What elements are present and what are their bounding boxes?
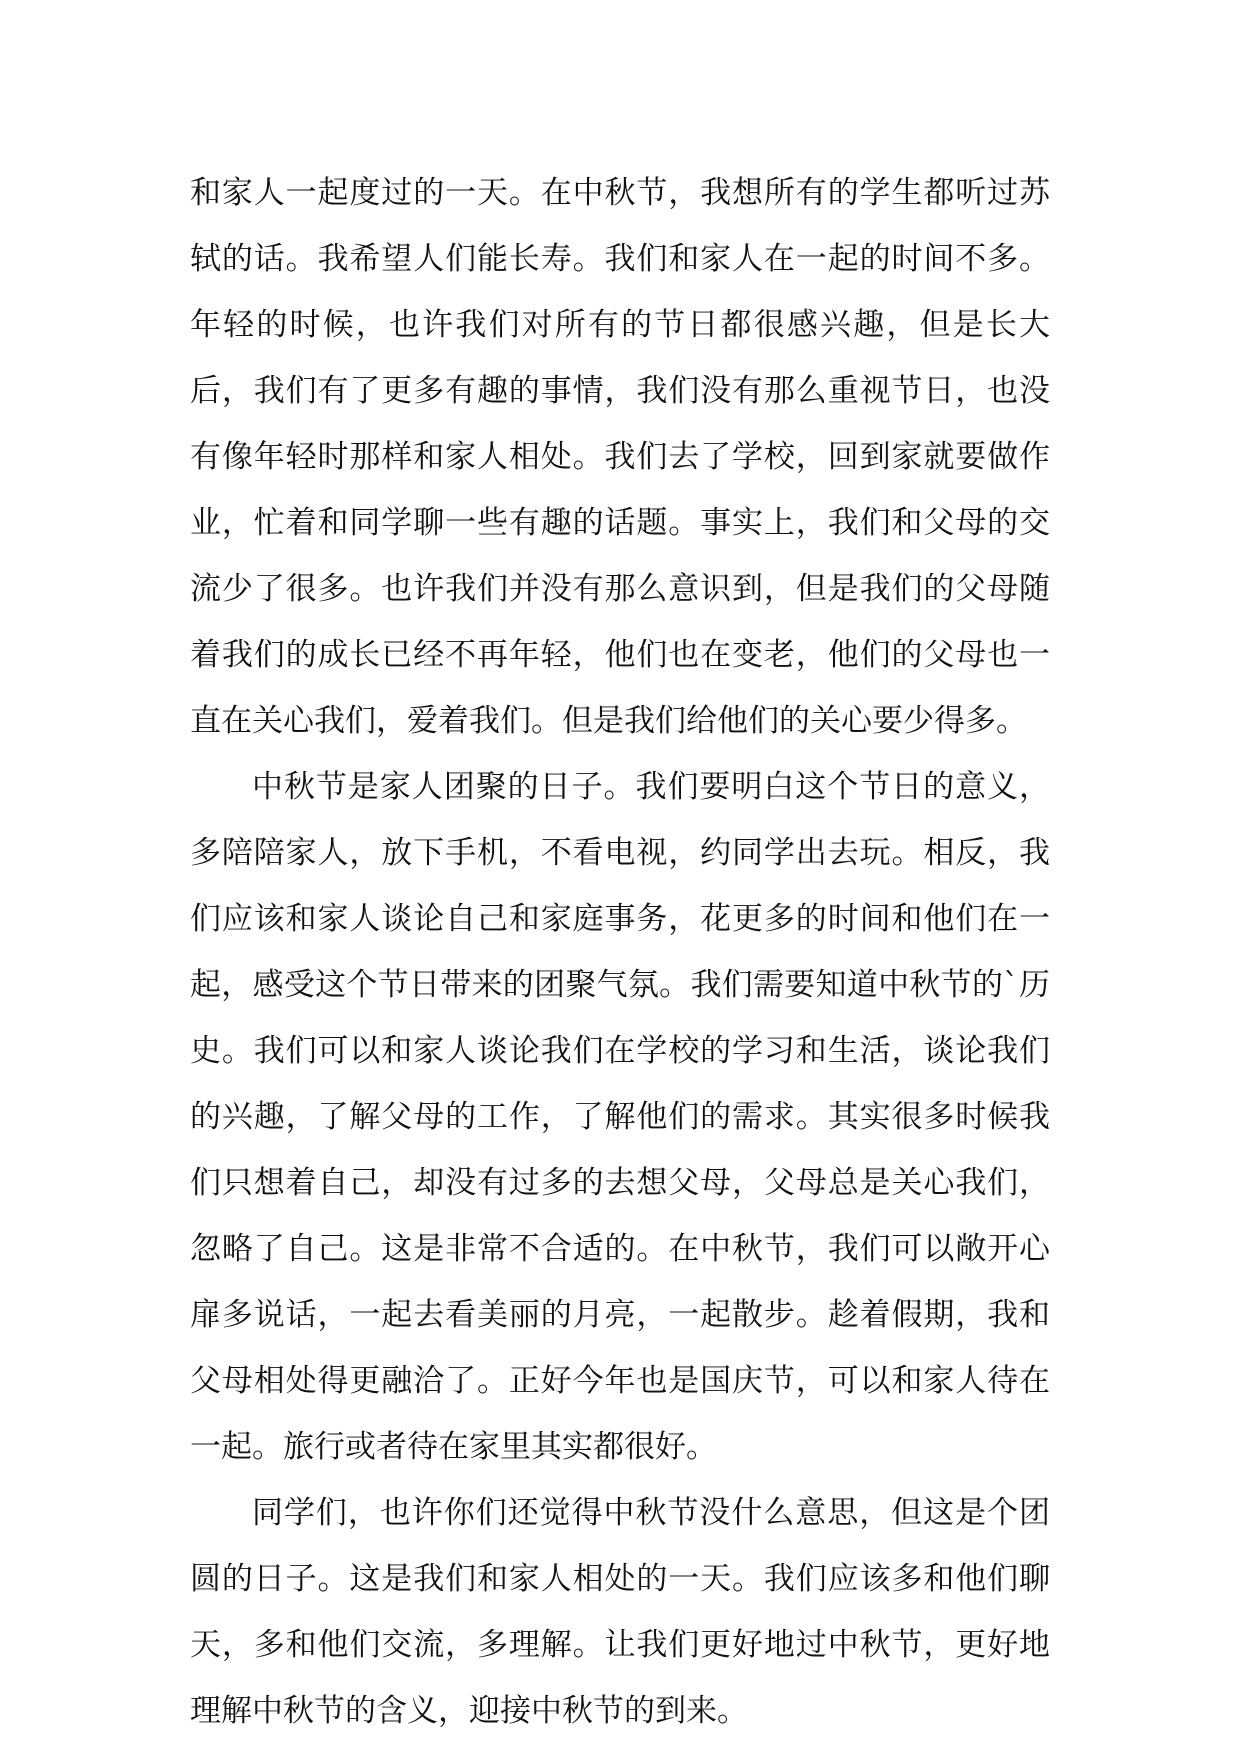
paragraph-1: 和家人一起度过的一天。在中秋节，我想所有的学生都听过苏轼的话。我希望人们能长寿。我们和家人在一起的时间不多。年轻的时候，也许我们对所有的节日都很感兴趣，但是长大后，我们有了更多有趣的事情，我们没有那么重视节日，也没有像年轻时那样和家人相处。我们去了学校，回到家就要做作业，忙着和同学聊一些有趣的话题。事实上，我们和父母的交流少了很多。也许我们并没有那么意识到，但是我们的父母随着我们的成长已经不再年轻，他们也在变老，他们的父母也一直在关心我们，爱着我们。但是我们给他们的关心要少得多。 bbox=[190, 175, 1050, 739]
paragraph-2: 中秋节是家人团聚的日子。我们要明白这个节日的意义，多陪陪家人，放下手机，不看电视，约同学出去玩。相反，我们应该和家人谈论自己和家庭事务，花更多的时间和他们在一起，感受这个节日带来的团聚气氛。我们需要知道中秋节的`历史。我们可以和家人谈论我们在学校的学习和生活，谈论我们的兴趣，了解父母的工作，了解他们的需求。其实很多时候我们只想着自己，却没有过多的去想父母，父母总是关心我们，忽略了自己。这是非常不合适的。在中秋节，我们可以敞开心扉多说话，一起去看美丽的月亮，一起散步。趁着假期，我和父母相处得更融洽了。正好今年也是国庆节，可以和家人待在一起。旅行或者待在家里其实都很好。 bbox=[190, 769, 1050, 1465]
paragraph-3: 同学们，也许你们还觉得中秋节没什么意思，但这是个团圆的日子。这是我们和家人相处的一天。我们应该多和他们聊天，多和他们交流，多理解。让我们更好地过中秋节，更好地理解中秋节的含义，迎接中秋节的到来。 bbox=[190, 1495, 1050, 1729]
body-text bbox=[190, 160, 1050, 1744]
